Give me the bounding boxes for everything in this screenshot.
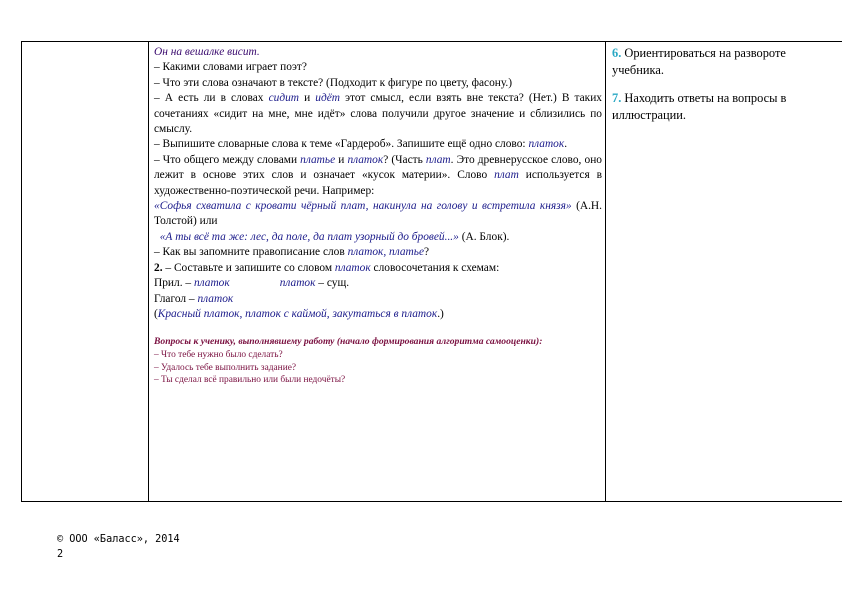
skill-item-7: 7. Находить ответы на вопросы в иллюстрации. (612, 91, 787, 122)
list-item: – Ты сделал всё правильно или были недочёты? (154, 375, 346, 386)
questions-intro: Вопросы к ученику, выполнявшему работу (начало формирования алгоритма самооценки): (154, 336, 543, 348)
stage-column-cell (22, 42, 149, 502)
lesson-table (21, 41, 842, 502)
task-2: 2. – Составьте и запишите со словом платок словосочетания к схемам: (154, 261, 500, 274)
examples-line: (Красный платок, платок с каймой, закутаться в платок.) (154, 307, 444, 320)
quote-blok: «А ты всё та же: лес, да поле, да плат узорный до бровей...» (А. Блок). (159, 230, 510, 243)
list-item: – Удалось тебе выполнить задание? (154, 362, 297, 373)
page-number: 2 (57, 549, 64, 560)
task-write-words: – Выпишите словарные слова к теме «Гардероб». Запишите ещё одно слово: платок. (154, 138, 568, 151)
student-skills-cell (606, 42, 842, 502)
word-sidit: сидит (268, 92, 299, 105)
table-row (22, 42, 842, 502)
question-meaning: – Что эти слова означают в тексте? (Подходит к фигуре по цвету, фасону.) (154, 76, 513, 89)
hanger-line: Он на вешалке висит. (154, 46, 260, 58)
question-sit: – А есть ли в словах сидит и идёт этот смысл, если взять вне текста? (Нет.) В таких сочетаниях «сидит на мне, мне идёт» слова получили другое значение и сблизились по смыслу. (154, 92, 602, 136)
copyright-footer: © ООО «Баласс», 2014 (57, 534, 180, 545)
quote-tolstoy: «Софья схватила с кровати чёрный плат, накинула на голову и встретила князя» (А.Н. Толстой) или (154, 200, 603, 228)
word-idet: идёт (315, 92, 341, 105)
list-item: – Что тебе нужно было сделать? (154, 349, 283, 360)
skill-item-6: 6. Ориентироваться на развороте учебника. (612, 46, 786, 77)
question-remember: – Как вы запомните правописание слов платок, платье? (154, 246, 430, 259)
scheme-line-2: Глагол – платок (154, 292, 234, 305)
scheme-line-1: Прил. – платок платок – сущ. (154, 277, 350, 290)
teacher-activity-cell (149, 42, 606, 502)
question-common: – Что общего между словами платье и платок? (Часть плат. Это древнерусское слово, оно лежит в основе этих слов и означает «кусок материи». Слово плат используется в художественно-поэтической речи. Например: (154, 153, 602, 197)
question-play: – Какими словами играет поэт? (154, 61, 307, 74)
word-platok: платок (528, 138, 565, 151)
